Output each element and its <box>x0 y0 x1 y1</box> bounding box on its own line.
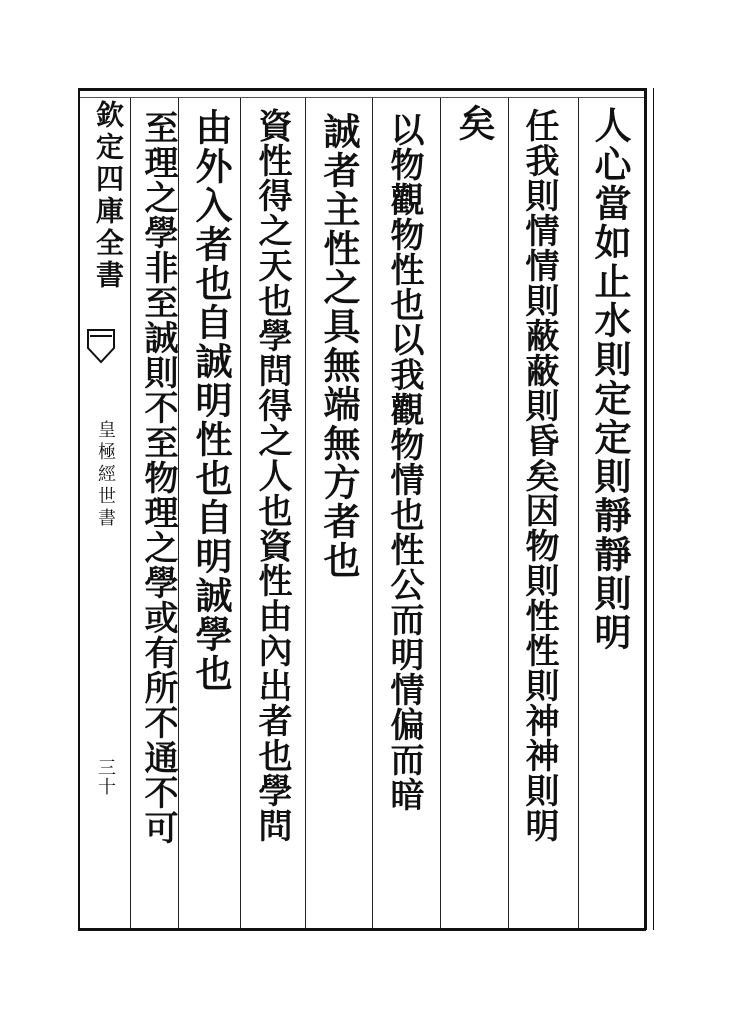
frame-left-border <box>78 88 80 930</box>
text-column: 資性得之天也學問得之人也資性由內出者也學問 <box>252 108 292 843</box>
column-rule <box>578 98 579 928</box>
banner-book-name: 皇極經世書 <box>95 420 116 530</box>
banner-page-number: 三十 <box>95 758 116 796</box>
fish-tail-mark-icon <box>86 328 116 364</box>
column-rule <box>240 98 241 928</box>
column-rule <box>130 98 131 928</box>
text-column: 矣 <box>452 104 496 143</box>
frame-top-inner-border <box>78 97 646 98</box>
column-rule <box>305 98 306 928</box>
text-column: 人心當如止水則定定則靜靜則明 <box>588 106 632 652</box>
column-rule <box>178 98 179 928</box>
text-column: 由外入者也自誠明性也自明誠學也 <box>189 108 233 693</box>
text-column: 以物觀物性也以我觀物情也性公而明情偏而暗 <box>384 112 424 812</box>
banner-title: 欽定四庫全書 <box>92 100 125 292</box>
column-rule <box>508 98 509 928</box>
text-column: 至理之學非至誠則不至物理之學或有所不通不可 <box>138 110 178 845</box>
text-column: 任我則情情則蔽蔽則昏矣因物則性性則神神則明 <box>519 108 559 843</box>
frame-right-border <box>644 88 654 930</box>
frame-bottom-border <box>78 928 646 931</box>
text-column: 誠者主性之具無端無方者也 <box>317 112 361 580</box>
column-rule <box>372 98 373 928</box>
column-rule <box>440 98 441 928</box>
